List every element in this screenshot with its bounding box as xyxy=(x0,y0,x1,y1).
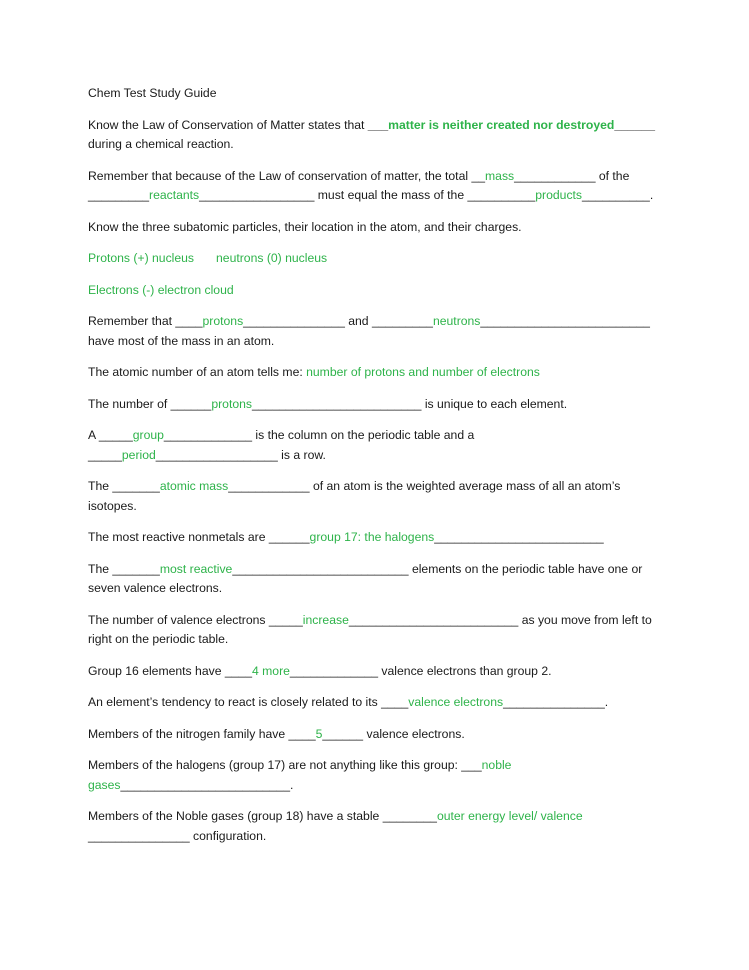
text: during a chemical reaction. xyxy=(88,137,234,151)
text: is unique to each element. xyxy=(421,396,568,411)
answer: products xyxy=(535,188,583,202)
subatomic-item: Know the three subatomic particles, their location in the atom, and their charges. xyxy=(88,219,522,234)
blank: ____________ xyxy=(228,479,310,493)
blank: _________ xyxy=(88,188,150,202)
text: elements on the periodic table have one or xyxy=(408,561,643,576)
text: Group 16 elements have xyxy=(88,663,225,678)
most-reactive-item xyxy=(88,560,668,599)
conservation-law-item xyxy=(88,116,668,155)
blank: __ xyxy=(471,168,486,183)
text: and xyxy=(344,314,372,328)
blank: __________________ xyxy=(155,447,278,462)
text: right on the periodic table. xyxy=(88,632,229,646)
answer: most reactive xyxy=(159,561,233,576)
group16-item xyxy=(88,662,668,682)
blank: ______ xyxy=(170,396,212,411)
blank: ___ xyxy=(461,758,482,772)
blank: _____ xyxy=(268,612,303,627)
text: The atomic number of an atom tells me: xyxy=(88,365,307,379)
answer: 4 more xyxy=(251,663,290,678)
atomic-number-item xyxy=(88,363,668,383)
text: of an atom is the weighted average mass of all an atom’s xyxy=(309,479,621,493)
answer: group xyxy=(132,428,164,442)
blank: ____ xyxy=(175,314,203,328)
text: Know the Law of Conservation of Matter states that xyxy=(88,117,368,132)
text: of the xyxy=(595,168,630,183)
blank: ___ xyxy=(367,117,389,132)
text: is a row. xyxy=(277,447,326,462)
blank: _____________ xyxy=(163,428,253,442)
text: . xyxy=(289,777,294,792)
answer: increase xyxy=(302,612,349,627)
text: The number of xyxy=(88,396,171,411)
electrons-answer: Electrons (-) electron cloud xyxy=(88,282,234,297)
blank: ____ xyxy=(288,726,316,741)
answer: protons xyxy=(211,396,252,411)
blank: _________________________ xyxy=(348,612,519,627)
text: configuration. xyxy=(189,828,267,843)
answer: mass xyxy=(485,168,515,183)
page-title: Chem Test Study Guide xyxy=(88,86,217,100)
blank: _____ xyxy=(88,447,122,462)
text: The xyxy=(88,561,113,576)
mass-particles-item xyxy=(88,312,668,351)
text: Members of the nitrogen family have xyxy=(88,726,289,741)
text: Remember that because of the Law of conservation of matter, the total xyxy=(88,168,472,183)
study-guide-page xyxy=(88,84,668,858)
blank: _______ xyxy=(112,561,160,576)
answer: gases xyxy=(88,777,121,792)
text: valence electrons. xyxy=(363,726,465,741)
blank: _________ xyxy=(371,314,433,328)
blank: _______ xyxy=(112,479,160,493)
blank: __________________________ xyxy=(232,561,409,576)
text: have most of the mass in an atom. xyxy=(88,333,275,348)
answer: neutrons (0) nucleus xyxy=(216,251,328,265)
atomic-mass-item xyxy=(88,477,668,516)
text: isotopes. xyxy=(88,498,137,513)
answer: reactants xyxy=(149,188,200,202)
text: The number of valence electrons xyxy=(88,612,269,627)
blank: ____________ xyxy=(514,168,596,183)
answer: 5 xyxy=(315,726,323,741)
blank: ______ xyxy=(322,726,364,741)
blank: _________________________ xyxy=(120,777,290,792)
blank: ________ xyxy=(382,809,437,823)
blank: _________________________ xyxy=(251,396,422,411)
blank: __________ xyxy=(467,188,536,202)
text: An element’s tendency to react is closely related to its xyxy=(88,695,382,709)
answer: group 17: the halogens xyxy=(309,530,435,544)
text: Remember that xyxy=(88,314,176,328)
text: The most reactive nonmetals are xyxy=(88,530,269,544)
answer: matter is neither created nor destroyed xyxy=(388,117,615,132)
text: as you move from left to xyxy=(518,612,652,627)
text: A xyxy=(88,428,99,442)
answer: neutrons xyxy=(432,314,481,328)
answer: protons xyxy=(202,314,244,328)
text: The xyxy=(88,479,113,493)
text: must equal the mass of the xyxy=(314,188,468,202)
blank: _________________ xyxy=(199,188,315,202)
blank: __________ xyxy=(582,188,650,202)
text: . xyxy=(604,695,609,709)
blank: ____ xyxy=(381,695,409,709)
unique-number-item xyxy=(88,395,668,415)
answer: atomic mass xyxy=(159,479,229,493)
blank: _________________________ xyxy=(434,530,604,544)
answer: valence electrons xyxy=(408,695,504,709)
text: . xyxy=(649,188,654,202)
text: seven valence electrons. xyxy=(88,581,223,595)
text: valence electrons than group 2. xyxy=(378,663,552,678)
blank: ______ xyxy=(614,117,656,132)
reactive-nonmetals-item xyxy=(88,528,668,548)
blank: ______ xyxy=(268,530,310,544)
answer: number of protons and number of electrons xyxy=(306,365,540,379)
mass-item xyxy=(88,167,668,206)
noble-gases-item xyxy=(88,807,668,846)
answer: noble xyxy=(481,758,512,772)
blank: _________________________ xyxy=(480,314,650,328)
group-period-item xyxy=(88,426,668,465)
blank: _____________ xyxy=(289,663,379,678)
answer: Protons (+) nucleus xyxy=(88,251,195,265)
blank: _______________ xyxy=(243,314,345,328)
answer: period xyxy=(121,447,156,462)
valence-trend-item xyxy=(88,611,668,650)
protons-neutrons-answer xyxy=(88,249,668,269)
blank: _____ xyxy=(98,428,133,442)
text: Members of the Noble gases (group 18) have a stable xyxy=(88,809,383,823)
blank: ____ xyxy=(224,663,252,678)
text: is the column on the periodic table and a xyxy=(252,428,475,442)
text: Members of the halogens (group 17) are not anything like this group: xyxy=(88,758,462,772)
halogens-item xyxy=(88,756,668,795)
answer: outer energy level/ valence xyxy=(436,809,583,823)
blank: _______________ xyxy=(88,828,190,843)
blank: _______________ xyxy=(503,695,605,709)
nitrogen-family-item xyxy=(88,725,668,745)
tendency-item xyxy=(88,693,668,713)
